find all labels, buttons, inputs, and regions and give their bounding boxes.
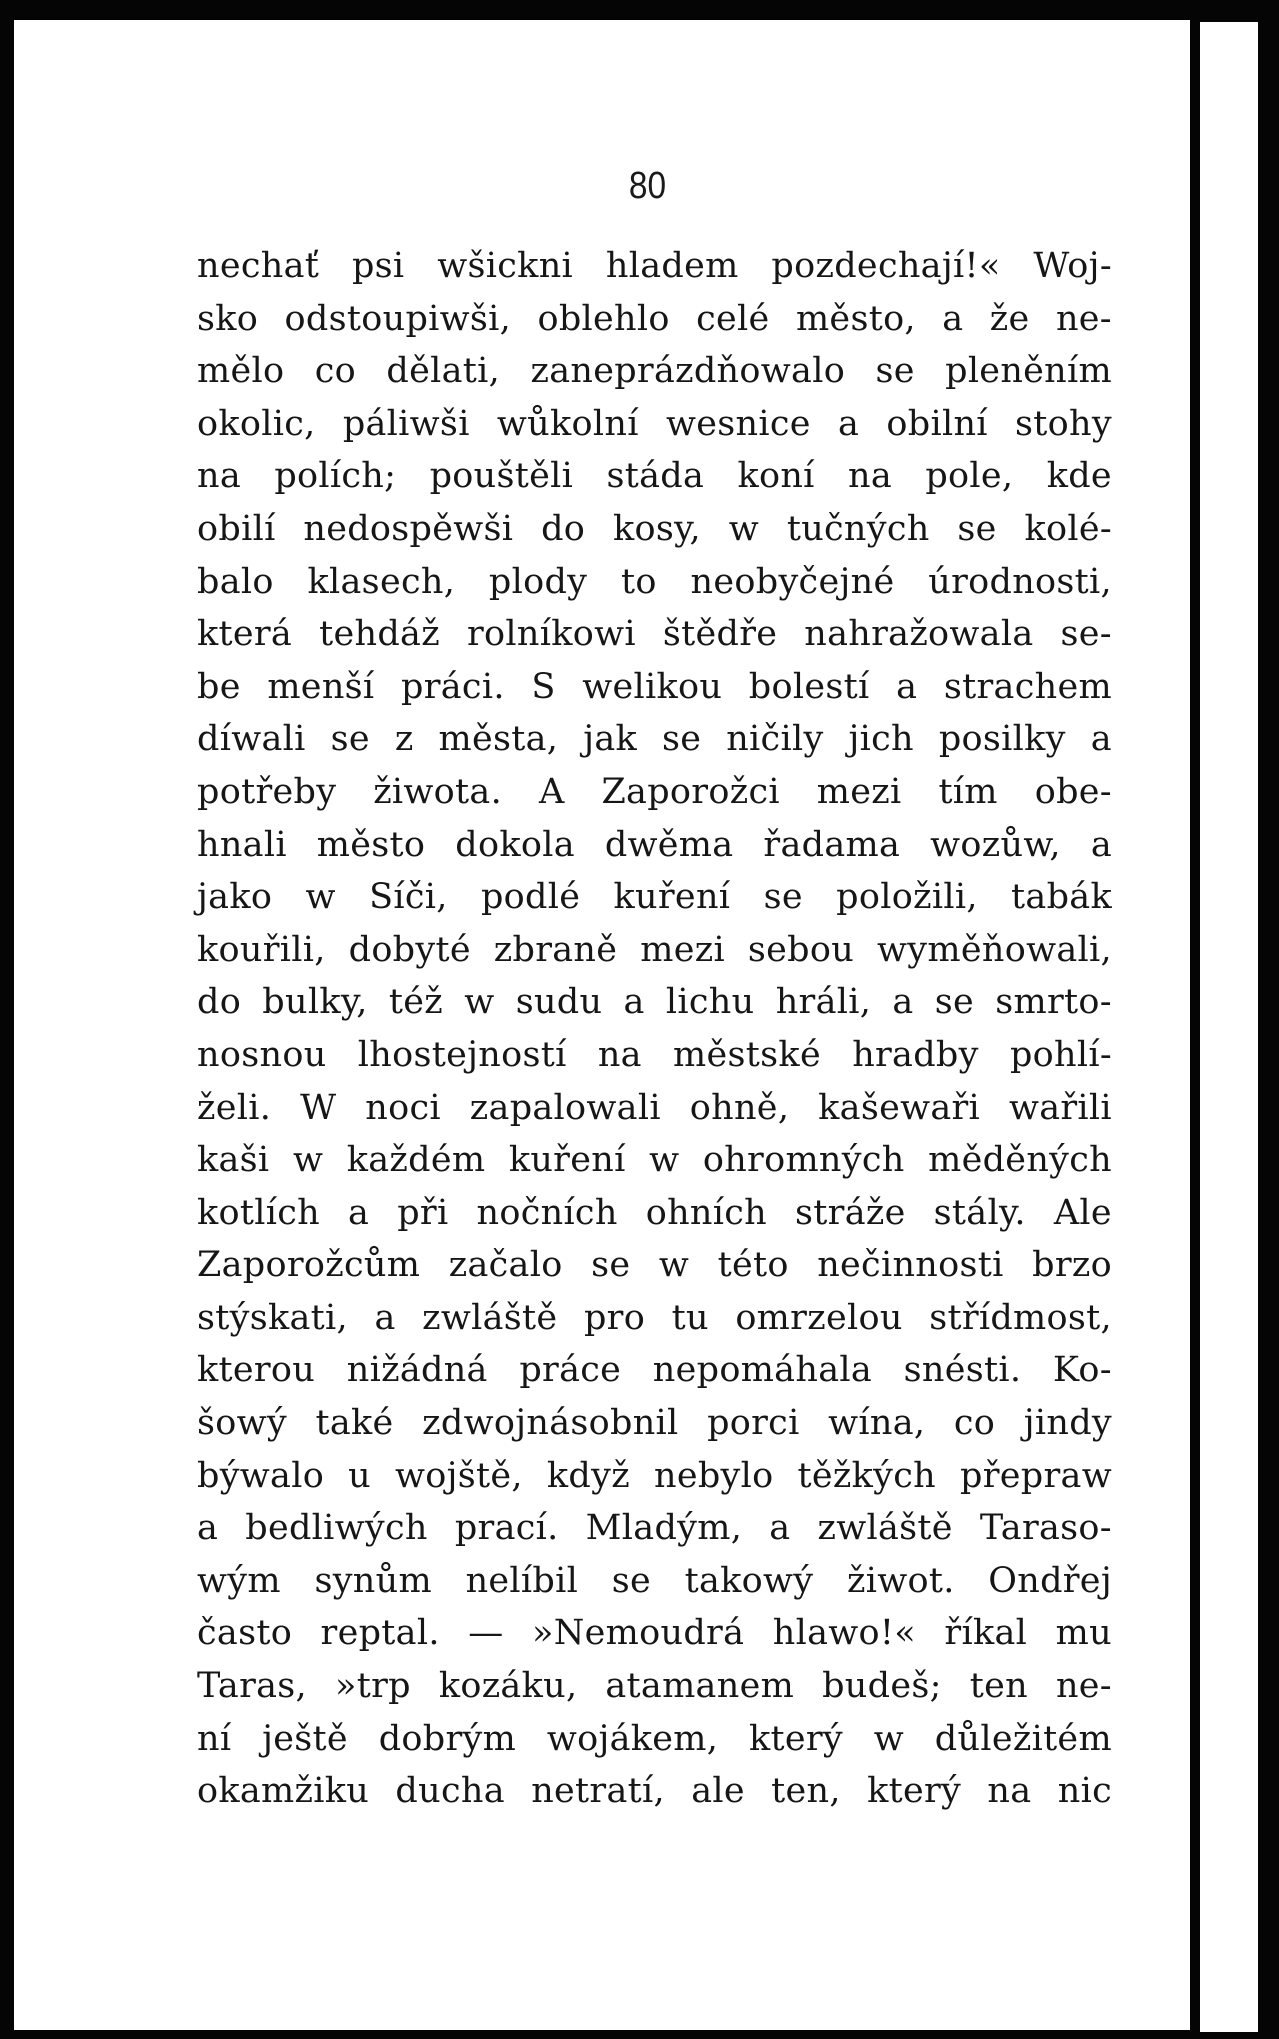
- text-line: ní ještě dobrým wojákem, který w důležitém: [197, 1718, 1112, 1759]
- text-line: do bulky, též w sudu a lichu hráli, a se smrto-: [197, 982, 1112, 1023]
- text-line: která tehdáž rolníkowi štědře nahražowala se-: [197, 614, 1112, 655]
- text-line: kaši w každém kuření w ohromných měděných: [197, 1140, 1112, 1181]
- text-line: želi. W noci zapalowali ohně, kašewaři wařili: [197, 1087, 1112, 1128]
- text-line: be menší práci. S welikou bolestí a strachem: [197, 666, 1112, 707]
- text-line: potřeby žiwota. A Zaporožci mezi tím obe-: [197, 771, 1112, 812]
- text-line: obilí nedospěwši do kosy, w tučných se kolé-: [197, 508, 1112, 549]
- text-line: mělo co dělati, zaneprázdňowalo se pleněním: [197, 351, 1112, 392]
- text-line: Taras, »trp kozáku, atamanem budeš; ten ne-: [197, 1666, 1112, 1707]
- text-line: okamžiku ducha netratí, ale ten, který na nic: [197, 1771, 1112, 1812]
- text-line: šowý také zdwojnásobnil porci wína, co jindy: [197, 1403, 1112, 1444]
- body-text: [197, 240, 1112, 1818]
- text-line: wým synům nelíbil se takowý žiwot. Ondřej: [197, 1560, 1112, 1601]
- text-line: a bedliwých prací. Mladým, a zwláště Taraso-: [197, 1508, 1112, 1549]
- page-number: 80: [628, 165, 667, 207]
- text-line: okolic, páliwši wůkolní wesnice a obilní stohy: [197, 403, 1112, 444]
- text-line: býwalo u wojště, když nebylo těžkých přepraw: [197, 1455, 1112, 1496]
- text-line: nechať psi wšickni hladem pozdechají!« Woj-: [197, 246, 1112, 286]
- text-line: kouřili, dobyté zbraně mezi sebou wyměňowali,: [197, 929, 1112, 970]
- text-line: stýskati, a zwláště pro tu omrzelou střídmost,: [197, 1297, 1112, 1338]
- adjacent-page-edge: [1200, 22, 1258, 2032]
- text-line: díwali se z města, jak se ničily jich posilky a: [197, 719, 1112, 760]
- text-line: sko odstoupiwši, oblehlo celé město, a že ne-: [197, 298, 1112, 339]
- text-line: kterou nižádná práce nepomáhala snésti. Ko-: [197, 1350, 1112, 1391]
- text-line: balo klasech, plody to neobyčejné úrodnosti,: [197, 561, 1112, 602]
- text-line: kotlích a při nočních ohních stráže stály. Ale: [197, 1192, 1112, 1233]
- text-line: nosnou lhostejností na městské hradby pohlí-: [197, 1034, 1112, 1075]
- text-line: často reptal. — »Nemoudrá hlawo!« říkal mu: [197, 1613, 1112, 1654]
- text-line: na polích; pouštěli stáda koní na pole, kde: [197, 456, 1112, 497]
- text-line: jako w Síči, podlé kuření se položili, tabák: [197, 877, 1112, 918]
- text-line: Zaporožcům začalo se w této nečinnosti brzo: [197, 1245, 1112, 1286]
- text-line: hnali město dokola dwěma řadama wozůw, a: [197, 824, 1112, 865]
